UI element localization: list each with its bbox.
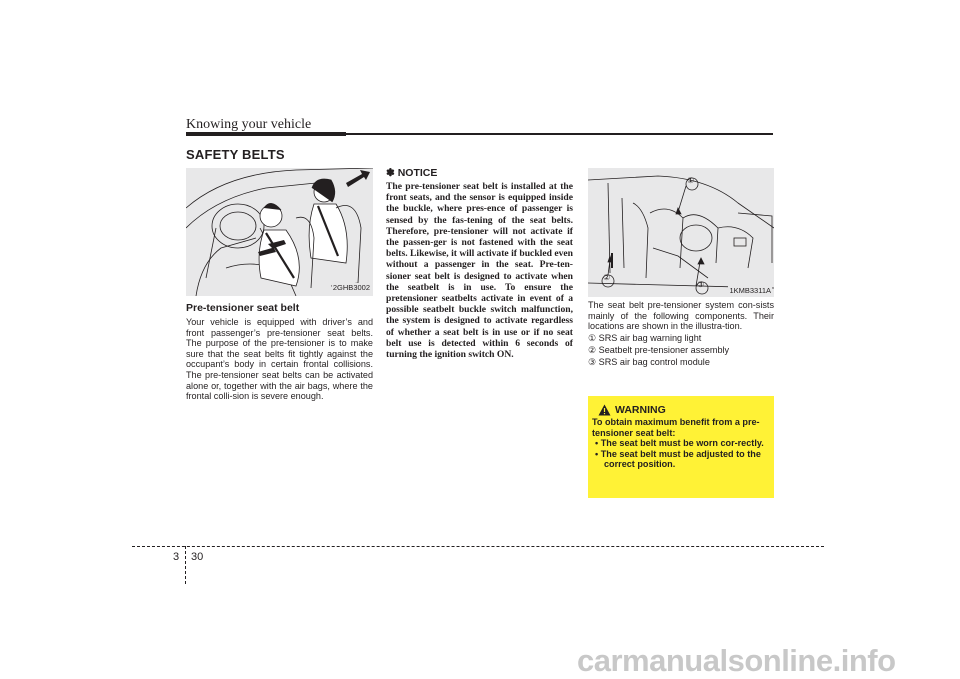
- callout-3: ③: [697, 280, 705, 289]
- components-section: [588, 300, 774, 368]
- footer-rule: [132, 546, 824, 547]
- warning-item: • The seat belt must be worn cor-rectly.: [595, 438, 764, 449]
- car-interior-drawing: [186, 168, 373, 296]
- warning-intro: To obtain maximum benefit from a pre-tensioner seat belt:: [592, 417, 760, 438]
- components-intro: The seat belt pre-tensioner system con-sists mainly of the following components. Their locations are shown in the illustra-tion.: [588, 300, 774, 332]
- component-item: ③ SRS air bag control module: [588, 356, 710, 367]
- notice-title: ✽ NOTICE: [386, 167, 438, 179]
- subheading-pretensioner: Pre-tensioner seat belt: [186, 302, 300, 314]
- component-item: ② Seatbelt pre-tensioner assembly: [588, 344, 730, 355]
- warning-item: • The seat belt must be adjusted to the correct position.: [595, 448, 761, 470]
- component-item: ① SRS air bag warning light: [588, 332, 702, 343]
- pretensioner-description: Your vehicle is equipped with driver’s and front passenger’s pre-tensioner seat belts. The purpose of the pre-tensioner is to make sure that the seat belts fit tightly against the occupant’s body in certain frontal collisions. The pre-tensioner seat belts can be activated alone or, together with the air bags, where the frontal colli-sion is severe enough.: [186, 317, 373, 402]
- chapter-number: 3: [173, 551, 180, 563]
- callout-2: ②: [603, 273, 611, 282]
- pretensioner-illustration: [186, 168, 373, 296]
- warning-title: WARNING: [615, 404, 666, 416]
- notice-body: The pre-tensioner seat belt is installed at the front seats, and the sensor is equipped inside the buckle, where pres-ence of passenger is sensed by the fas-tening of the seat belts. Therefore, pre-tensioner will not activate if the passen-ger is not fastened with the seat belts. Likewise, it will activate if buckled even without a passenger in the seat. Pre-ten-sioner seat belt is designed to activate when the seatbelt is in use. To ensure the pretensioner seatbelts activate in event of a possible seatbelt buckle switch malfunction, the system is designed to activate regardless of whether a seat belt is in use or if no seat belt use is detected within 6 seconds of turning the ignition switch ON.: [386, 181, 573, 361]
- watermark: carmanualsonline.info: [577, 643, 896, 678]
- car-cutaway-drawing: [588, 168, 774, 297]
- footer-divider: [185, 546, 186, 584]
- warning-triangle-icon: [598, 404, 611, 416]
- warning-body: [592, 417, 770, 470]
- figure-code: 1KMB3311A: [729, 286, 771, 295]
- page-number: 30: [191, 551, 204, 563]
- components-illustration: [588, 168, 774, 297]
- callout-1: ①: [687, 176, 695, 185]
- header-accent-bar: [186, 132, 346, 136]
- warning-box: [588, 396, 774, 498]
- section-title: SAFETY BELTS: [186, 147, 285, 162]
- section-header: Knowing your vehicle: [186, 117, 312, 132]
- figure-code: 2GHB3002: [332, 283, 370, 292]
